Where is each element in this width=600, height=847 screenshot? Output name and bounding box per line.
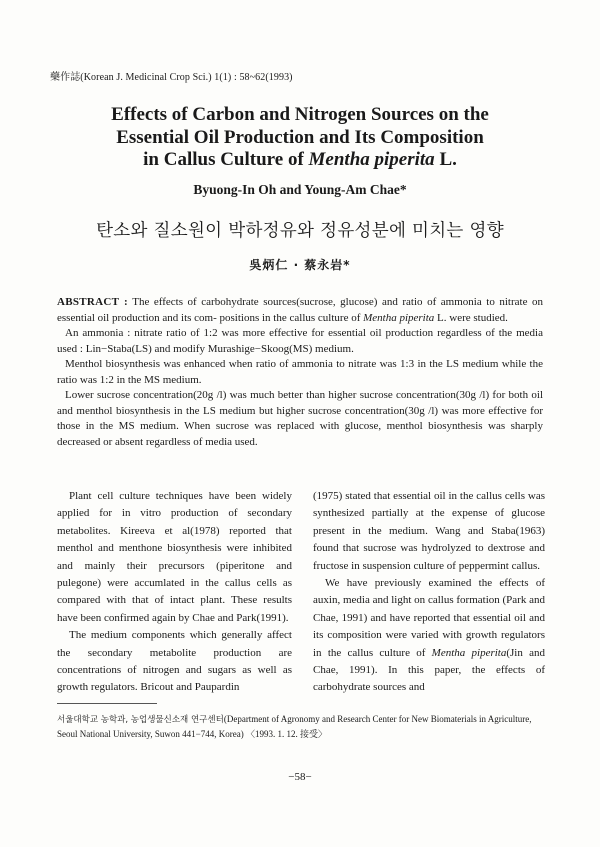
footnote-korean: 서울대학교 농학과, 농업생물신소재 연구센터 bbox=[57, 715, 224, 725]
abstract-paragraph-3: Menthol biosynthesis was enhanced when ratio of ammonia to nitrate was 1:3 in the LS medium while the ratio was 1:2 in the MS medium. bbox=[57, 358, 543, 386]
body-left-paragraph-1: Plant cell culture techniques have been widely applied for in vitro production of secondary metabolites. Kireeva et al(1978) reported that menthol and menthone biosynthesis were inhibited and mainly their precursors (piperitone and pulegone) were accumlated in the callus cells as compared with that of intact plant. These results have been confirmed again by Chae and Park(1991). bbox=[57, 490, 292, 624]
body-column-left bbox=[57, 488, 292, 697]
abstract-p1-species: Mentha piperita bbox=[363, 311, 435, 324]
body-left-paragraph-2: The medium components which generally affect the secondary metabolite production are concentrations of nitrogen and sugars as well as growth regulators. Bricout and Paupardin bbox=[57, 629, 292, 694]
footnote-divider bbox=[57, 703, 157, 704]
title-line-2: Essential Oil Production and Its Composition bbox=[116, 126, 484, 148]
affiliation-footnote bbox=[57, 712, 547, 741]
body-right-p2-text-b: (Jin and Chae, 1991). In this paper, the effects of carbohydrate sources and bbox=[313, 646, 546, 694]
journal-citation: 藥作誌(Korean J. Medicinal Crop Sci.) 1(1) : 58~62(1993) bbox=[50, 72, 293, 83]
abstract bbox=[57, 295, 543, 450]
abstract-p1-text-b: L. were studied. bbox=[434, 311, 508, 324]
body-right-p2-text-a: We have previously examined the effects of auxin, media and light on callus formation (Park and Chae, 1991) and have reported that essential oil and its composition were varied with growth regulators in the callus culture of bbox=[313, 577, 545, 659]
footnote-english: (Department of Agronomy and Research Center for New Biomaterials in Agriculture, bbox=[223, 714, 532, 724]
paper-title bbox=[60, 104, 540, 172]
body-right-p2-species: Mentha piperita bbox=[431, 646, 507, 659]
body-right-paragraph-1: (1975) stated that essential oil in the callus cells was synthesized partially at the expense of glucose present in the medium. Wang and Staba(1963) found that sucrose was hydrolyzed to dextrose and fructose in suspension culture of peppermint callus. bbox=[313, 490, 545, 572]
abstract-paragraph-1 bbox=[57, 295, 543, 326]
page-number: −58− bbox=[288, 771, 312, 783]
title-line-3-prefix: in Callus Culture of bbox=[143, 149, 309, 170]
abstract-paragraph-2: An ammonia : nitrate ratio of 1:2 was more effective for essential oil production regardless of the media used : Lin−Staba(LS) and modify Murashige−Skoog(MS) medium. bbox=[57, 327, 543, 355]
body-right-paragraph-2 bbox=[313, 575, 545, 697]
abstract-p1-text-a: The effects of carbohydrate sources(sucrose, glucose) and ratio of ammonia to nitrate on essential oil production and its com- positions in the callus culture of bbox=[57, 296, 543, 324]
abstract-paragraph-4: Lower sucrose concentration(20g /l) was much better than higher sucrose concentration(30g /l) for both oil and menthol biosynthesis in the LS medium but higher sucrose concentration(30g /l) was more effective for those in the MS medium. When sucrose was replaced with glucose, menthol biosynthesis was sharply decreased or absent regardless of media used. bbox=[57, 389, 543, 448]
title-line-3-suffix: L. bbox=[434, 149, 457, 170]
body-column-right bbox=[313, 488, 545, 697]
title-line-1: Effects of Carbon and Nitrogen Sources on the bbox=[111, 104, 489, 125]
authors-english: Byuong-In Oh and Young-Am Chae* bbox=[193, 182, 407, 197]
footnote-line-2: Seoul National University, Suwon 441−744, Korea) 〈1993. 1. 12. 接受〉 bbox=[57, 729, 327, 739]
authors-hanja: 吳炳仁 · 蔡永岩* bbox=[249, 258, 351, 272]
korean-title: 탄소와 질소원이 박하정유와 정유성분에 미치는 영향 bbox=[96, 221, 504, 241]
title-species: Mentha piperita bbox=[308, 149, 435, 170]
abstract-label: ABSTRACT : bbox=[57, 296, 128, 308]
